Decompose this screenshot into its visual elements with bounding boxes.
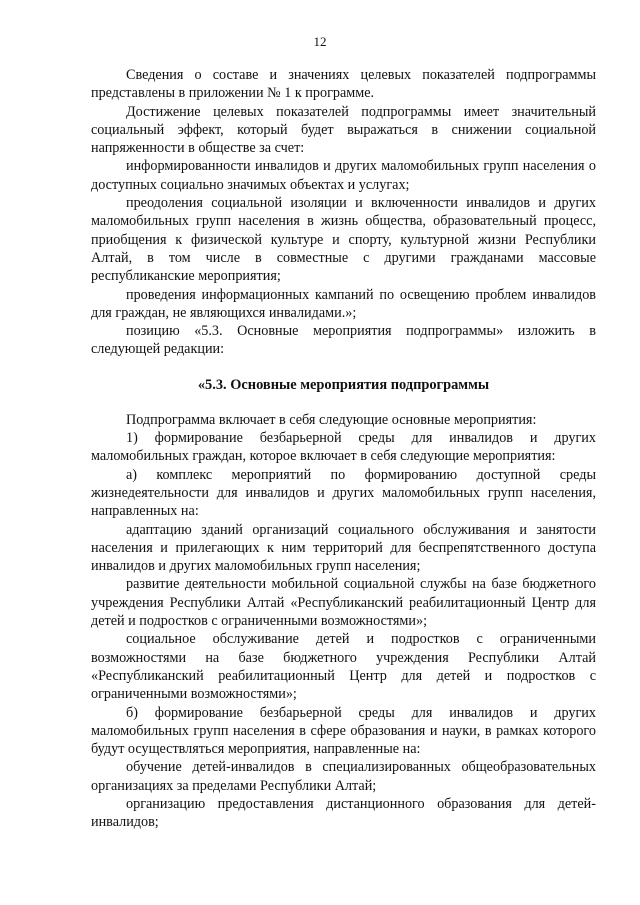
paragraph: социальное обслуживание детей и подростков с ограниченными возможностями на базе бюджетного учреждения Республики Алтай «Республиканский реабилитационный Центр для детей и подростков с ограниченными возможностями»;	[91, 631, 596, 703]
paragraph: позицию «5.3. Основные мероприятия подпрограммы» изложить в следующей редакции:	[91, 323, 596, 358]
paragraph: преодоления социальной изоляции и включенности инвалидов и других маломобильных групп населения в жизнь общества, образовательный процесс, приобщения к физической культуре и спорту, культурной жизни Республики Алтай, в том числе в совместные с другими гражданами массовые республиканские мероприятия;	[91, 195, 596, 285]
paragraph: Подпрограмма включает в себя следующие основные мероприятия:	[126, 411, 537, 428]
paragraph: развитие деятельности мобильной социальной службы на базе бюджетного учреждения Республики Алтай «Республиканский реабилитационный Центр для детей и подростков с ограниченными возможностями»;	[91, 576, 596, 630]
paragraph: адаптацию зданий организаций социального обслуживания и занятости населения и прилегающих к ним территорий для беспрепятственного доступа инвалидов и других маломобильных групп населения;	[91, 521, 596, 575]
page-number: 12	[313, 34, 327, 49]
document-body	[91, 66, 596, 832]
paragraph: обучение детей-инвалидов в специализированных общеобразовательных организациях за пределами Республики Алтай;	[91, 759, 596, 794]
paragraph: Достижение целевых показателей подпрограммы имеет значительный социальный эффект, который будет выражаться в снижении социальной напряженности в обществе за счет:	[91, 103, 596, 157]
paragraph: а) комплекс мероприятий по формированию доступной среды жизнедеятельности для инвалидов и других маломобильных групп населения, направленных на:	[91, 466, 596, 520]
paragraph: Сведения о составе и значениях целевых показателей подпрограммы представлены в приложении № 1 к программе.	[91, 67, 596, 102]
paragraph: 1) формирование безбарьерной среды для инвалидов и других маломобильных граждан, которое включает в себя следующие мероприятия:	[91, 430, 596, 465]
paragraph: проведения информационных кампаний по освещению проблем инвалидов для граждан, не являющихся инвалидами.»;	[91, 286, 596, 321]
paragraph: организацию предоставления дистанционного образования для детей-инвалидов;	[91, 795, 596, 831]
section-heading: «5.3. Основные мероприятия подпрограммы	[197, 376, 490, 393]
paragraph: б) формирование безбарьерной среды для инвалидов и других маломобильных групп населения в сфере образования и науки, в рамках которого будут осуществляться мероприятия, направленные на:	[91, 704, 596, 758]
paragraph: информированности инвалидов и других маломобильных групп населения о доступных социально значимых объектах и услугах;	[91, 158, 596, 193]
